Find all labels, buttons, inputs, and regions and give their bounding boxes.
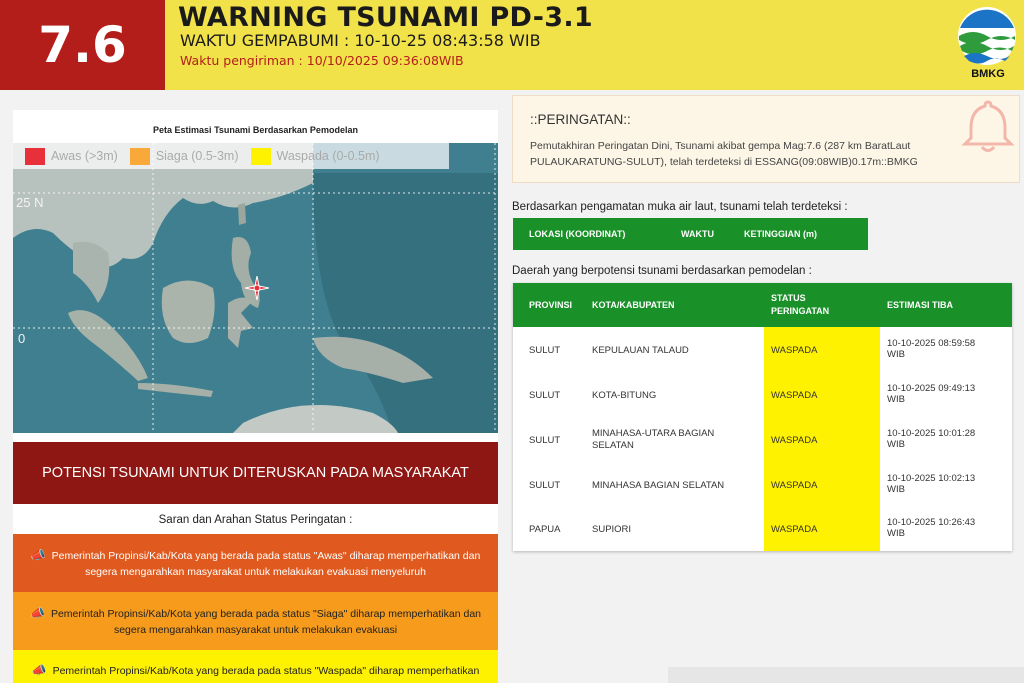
col-status-2: PERINGATAN	[771, 306, 830, 316]
model-table-header	[513, 283, 1012, 327]
cell-status: WASPADA	[771, 480, 818, 491]
cell-status: WASPADA	[771, 390, 818, 401]
observation-label: Berdasarkan pengamatan muka air laut, tsunami telah terdeteksi :	[512, 201, 848, 213]
cell-kota: MINAHASA-UTARA BAGIAN	[592, 428, 715, 439]
cell-tiba: 10-10-2025 08:59:58	[887, 338, 976, 349]
obs-col-ketinggian: KETINGGIAN (m)	[744, 229, 817, 239]
legend-item-siaga	[130, 148, 239, 165]
map-title: Peta Estimasi Tsunami Berdasarkan Pemodelan	[153, 125, 358, 135]
legend-label-awas: Awas (>3m)	[51, 149, 118, 163]
cell-status: WASPADA	[771, 524, 818, 535]
advice-awas	[13, 534, 498, 592]
cell-kota: MINAHASA BAGIAN SELATAN	[592, 480, 725, 491]
left-panel	[13, 110, 498, 683]
cell-tiba: 10-10-2025 10:26:43	[887, 517, 976, 528]
table-row	[513, 462, 1012, 507]
send-time: Waktu pengiriman : 10/10/2025 09:36:08WIB	[180, 53, 464, 68]
cell-tiba: 10-10-2025 10:01:28	[887, 428, 976, 439]
advice-siaga-text: Pemerintah Propinsi/Kab/Kota yang berada pada status "Siaga" diharap memperhatikan dan segera mengarahkan masyarakat untuk melakukan evakuasi	[50, 607, 481, 636]
legend-swatch-siaga	[130, 148, 150, 165]
cell-kota-2: SELATAN	[592, 440, 634, 451]
legend-swatch-waspada	[251, 148, 271, 165]
cell-tiba-tz: WIB	[887, 349, 905, 360]
advice-waspada	[13, 650, 498, 683]
table-row	[513, 417, 1012, 462]
magnitude-badge: 7.6	[0, 0, 165, 90]
cell-provinsi: SULUT	[529, 480, 561, 491]
tsunami-map[interactable]	[13, 143, 498, 433]
epicenter-star-icon[interactable]	[245, 276, 269, 300]
col-estimasi: ESTIMASI TIBA	[887, 300, 954, 310]
observation-table-header	[513, 218, 868, 250]
model-label: Daerah yang berpotensi tsunami berdasarkan pemodelan :	[512, 265, 812, 277]
page-title: WARNING TSUNAMI PD-3.1	[178, 2, 593, 33]
warning-text: Pemutakhiran Peringatan Dini, Tsunami akibat gempa Mag:7.6 (287 km BaratLaut PULAUKARATUNG-SULUT), telah terdeteksi di ESSANG(09:08WIB)0.17m::BMKG	[530, 140, 918, 168]
advice-awas-text: Pemerintah Propinsi/Kab/Kota yang berada pada status "Awas" diharap memperhatikan dan segera mengarahkan masyarakat untuk melakukan evakuasi menyeluruh	[51, 549, 481, 578]
cell-tiba-tz: WIB	[887, 439, 905, 450]
megaphone-icon: 📣	[31, 663, 47, 677]
lat-label-25n: 25 N	[16, 195, 44, 210]
footer-corner-panel	[668, 667, 1024, 683]
bell-icon	[961, 98, 1015, 154]
cell-status: WASPADA	[771, 345, 818, 356]
cell-tiba: 10-10-2025 10:02:13	[887, 473, 976, 484]
potensi-banner: POTENSI TSUNAMI UNTUK DITERUSKAN PADA MASYARAKAT	[13, 442, 498, 504]
legend-swatch-awas	[25, 148, 45, 165]
model-table	[513, 283, 1012, 551]
cell-provinsi: SULUT	[529, 390, 561, 401]
cell-tiba-tz: WIB	[887, 484, 905, 495]
cell-status: WASPADA	[771, 435, 818, 446]
col-kota: KOTA/KABUPATEN	[592, 300, 675, 310]
table-row	[513, 506, 1012, 551]
cell-provinsi: PAPUA	[529, 524, 561, 535]
legend-label-siaga: Siaga (0.5-3m)	[155, 149, 239, 163]
warning-title: ::PERINGATAN::	[530, 112, 631, 127]
col-status-1: STATUS	[771, 293, 806, 303]
legend-item-awas	[25, 148, 118, 165]
map-legend	[13, 143, 449, 169]
cell-provinsi: SULUT	[529, 345, 561, 356]
table-row	[513, 372, 1012, 417]
cell-kota: KEPULAUAN TALAUD	[592, 345, 689, 356]
warning-box	[512, 95, 1020, 183]
cell-tiba-tz: WIB	[887, 528, 905, 539]
col-provinsi: PROVINSI	[529, 300, 573, 310]
legend-item-waspada	[251, 148, 380, 165]
legend-label-waspada: Waspada (0-0.5m)	[276, 149, 380, 163]
cell-provinsi: SULUT	[529, 435, 561, 446]
cell-kota: SUPIORI	[592, 524, 632, 535]
advice-waspada-text: Pemerintah Propinsi/Kab/Kota yang berada pada status "Waspada" diharap memperhatikan	[52, 665, 480, 677]
header-bar	[0, 0, 1024, 90]
quake-time: WAKTU GEMPABUMI : 10-10-25 08:43:58 WIB	[180, 31, 541, 50]
cell-tiba-tz: WIB	[887, 394, 905, 405]
obs-col-waktu: WAKTU	[681, 229, 714, 239]
obs-col-lokasi: LOKASI (KOORDINAT)	[529, 229, 626, 239]
cell-tiba: 10-10-2025 09:49:13	[887, 383, 976, 394]
bmkg-logo-text: BMKG	[971, 68, 1005, 80]
advice-siaga	[13, 592, 498, 650]
megaphone-icon: 📣	[30, 547, 46, 562]
lat-label-0: 0	[18, 331, 26, 346]
cell-kota: KOTA-BITUNG	[592, 390, 657, 401]
table-row	[513, 327, 1012, 372]
saran-title: Saran dan Arahan Status Peringatan :	[158, 514, 353, 526]
megaphone-icon: 📣	[29, 605, 45, 620]
